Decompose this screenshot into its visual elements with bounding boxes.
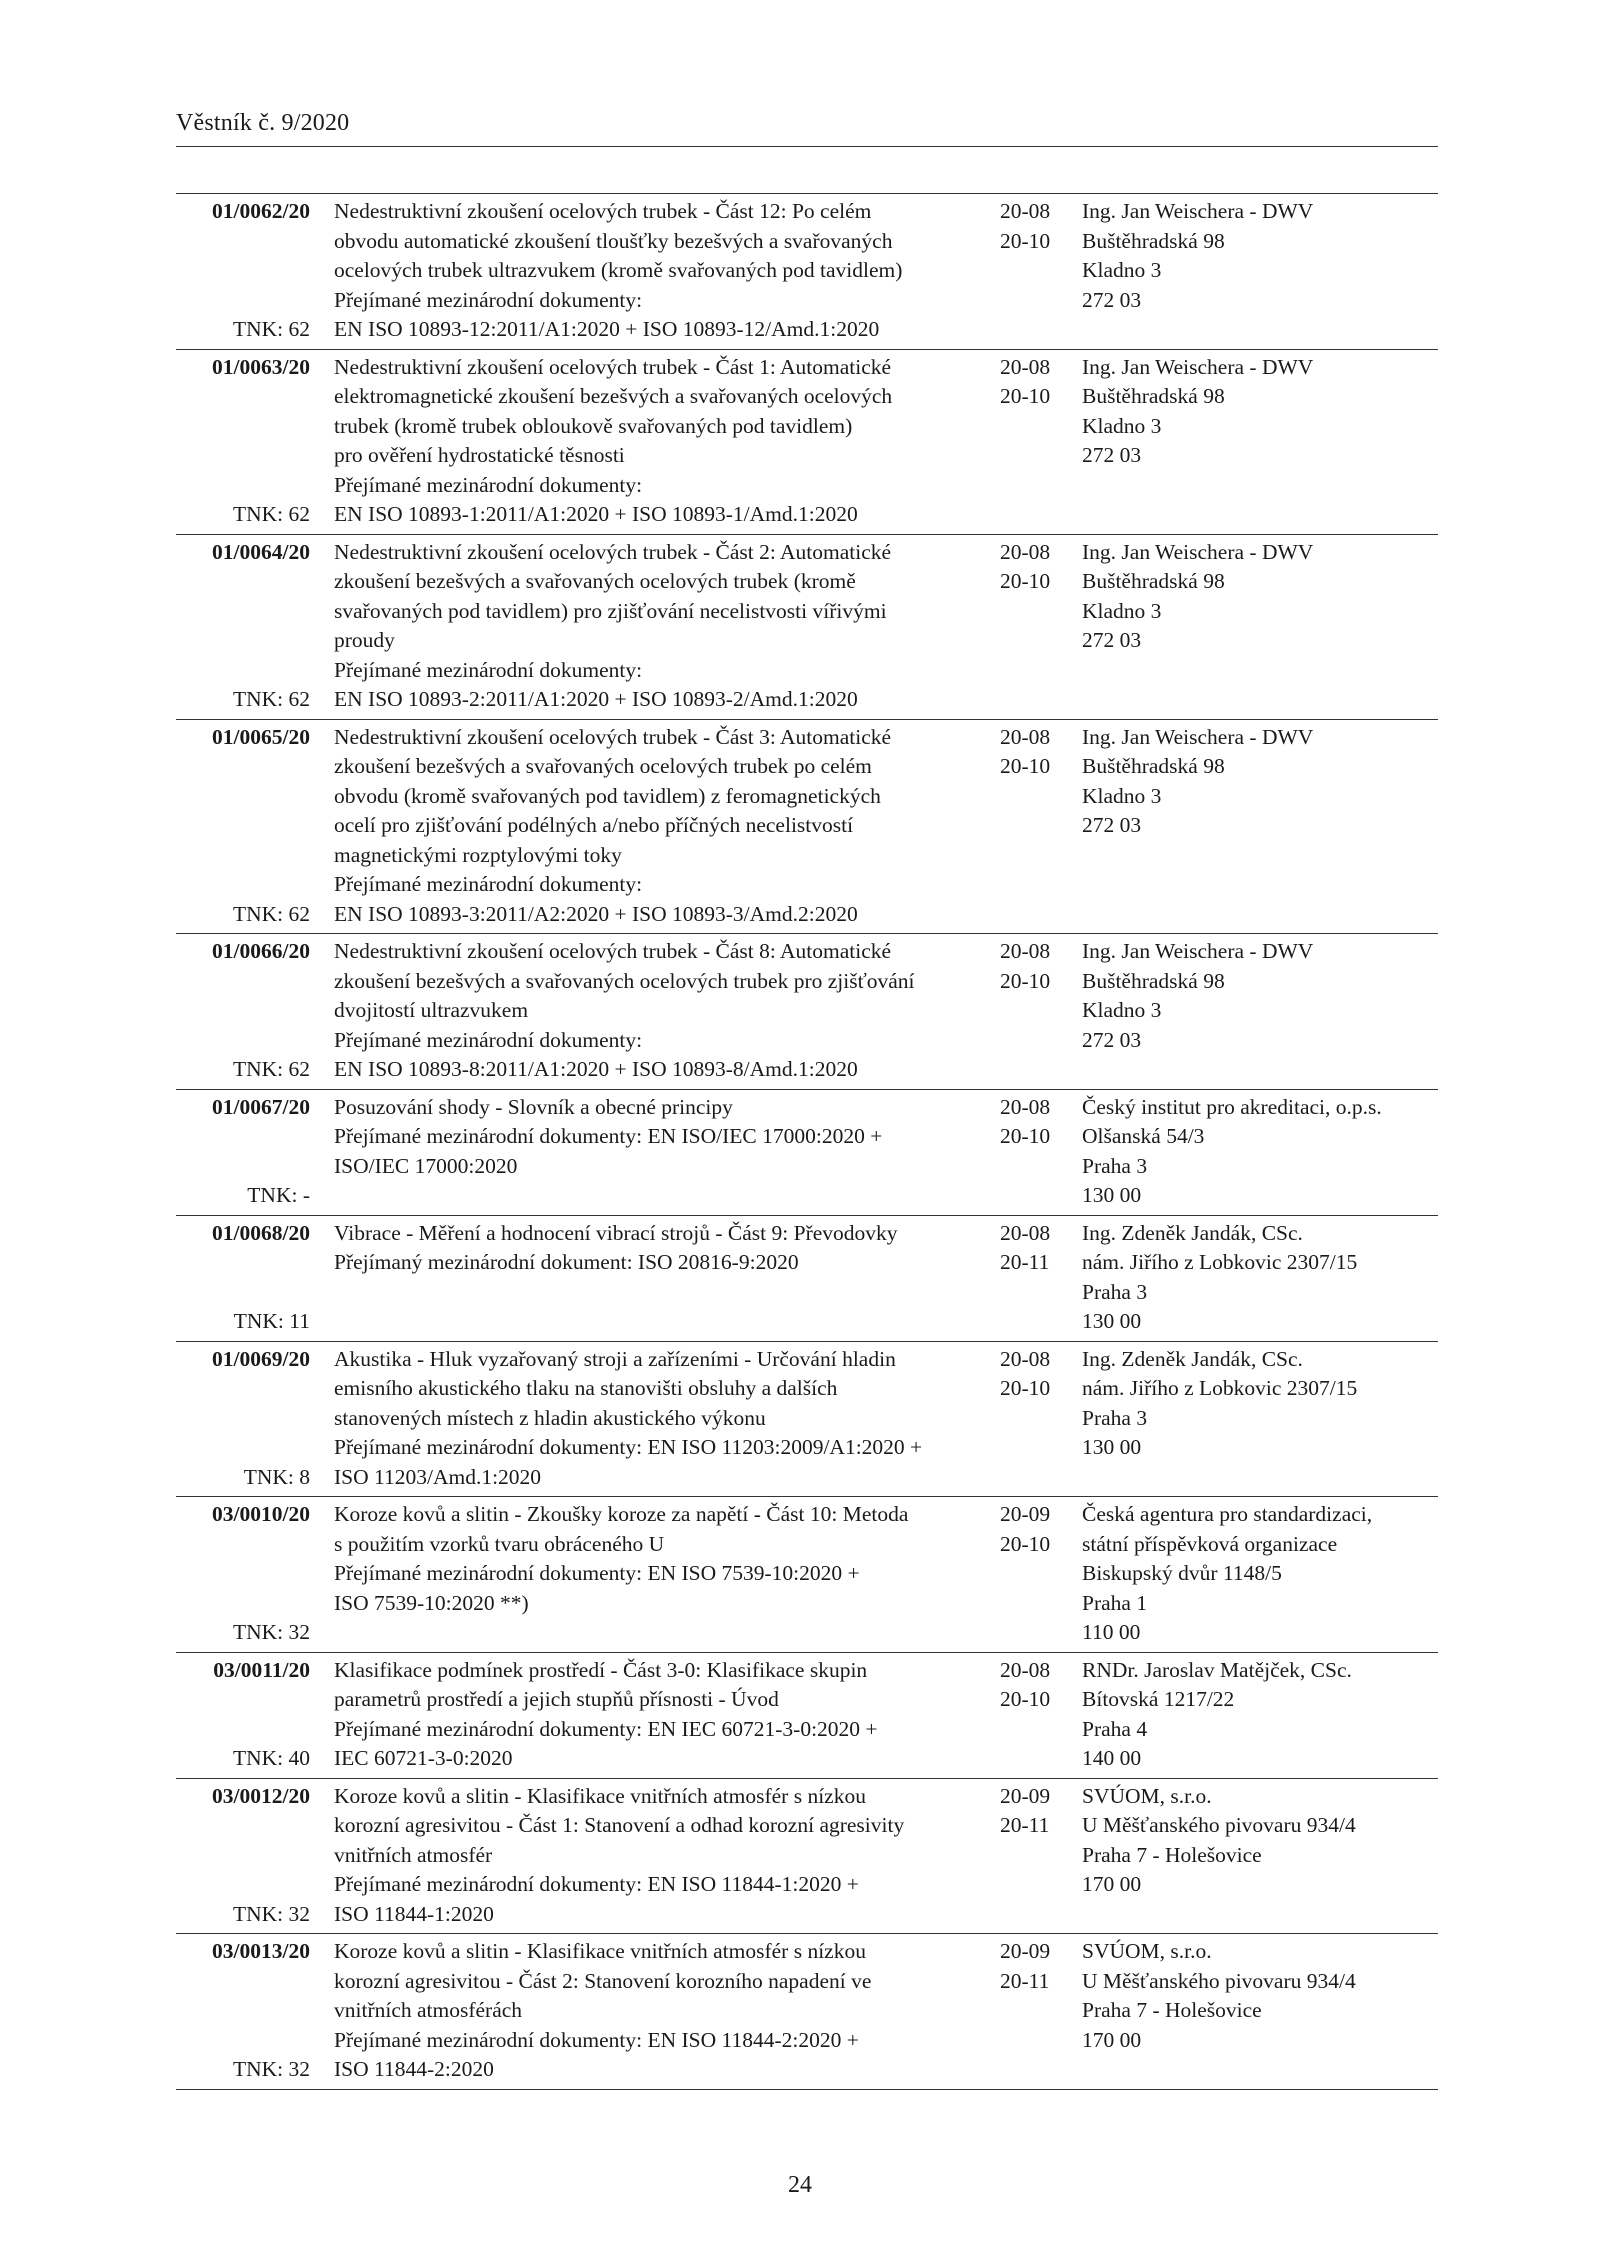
address-line: Kladno 3	[1082, 998, 1162, 1022]
description-line: Přejímané mezinárodní dokumenty: EN ISO 7539-10:2020 +	[334, 1561, 860, 1585]
description-line: Nedestruktivní zkoušení ocelových trubek - Část 1: Automatické	[334, 354, 892, 379]
tnk-code: TNK: 62	[232, 502, 310, 526]
page-header-title: Věstník č. 9/2020	[176, 110, 350, 136]
standard-description	[310, 194, 982, 349]
record-id-cell	[176, 350, 310, 534]
address-line: Buštěhradská 98	[1082, 228, 1225, 253]
end-date: 20-10	[1000, 569, 1051, 593]
start-date: 20-08	[1000, 1346, 1051, 1371]
dates-cell	[982, 535, 1070, 719]
description-line: ISO 11844-1:2020	[334, 1901, 494, 1926]
processor-address	[1070, 1342, 1438, 1497]
address-line: nám. Jiřího z Lobkovic 2307/15	[1082, 1250, 1358, 1274]
tnk-code: TNK: 40	[232, 1746, 310, 1770]
start-date: 20-08	[1000, 724, 1051, 749]
start-date: 20-08	[1000, 539, 1051, 564]
address-line: 130 00	[1082, 1435, 1142, 1459]
address-line: 140 00	[1082, 1746, 1142, 1770]
address-line: Ing. Jan Weischera - DWV	[1082, 724, 1314, 749]
address-line: Buštěhradská 98	[1082, 569, 1225, 593]
description-line: dvojitostí ultrazvukem	[334, 998, 529, 1022]
description-line: vnitřních atmosfér	[334, 1842, 493, 1867]
end-date: 20-10	[1000, 754, 1051, 778]
standard-description	[310, 1497, 982, 1652]
record-id-cell	[176, 1342, 310, 1497]
record-number: 01/0069/20	[212, 1346, 310, 1371]
dates-cell	[982, 350, 1070, 534]
address-line: Buštěhradská 98	[1082, 754, 1225, 778]
address-line: Ing. Jan Weischera - DWV	[1082, 199, 1314, 223]
dates-cell	[982, 1934, 1070, 2089]
address-line: Ing. Jan Weischera - DWV	[1082, 539, 1314, 564]
record-id-cell	[176, 934, 310, 1089]
record-id-cell	[176, 1653, 310, 1778]
description-line: zkoušení bezešvých a svařovaných ocelových trubek pro zjišťování	[334, 968, 915, 993]
description-line: ISO 11203/Amd.1:2020	[334, 1464, 542, 1489]
standard-description	[310, 350, 982, 534]
description-line: EN ISO 10893-3:2011/A2:2020 + ISO 10893-3/Amd.2:2020	[334, 901, 858, 926]
address-line: RNDr. Jaroslav Matějček, CSc.	[1082, 1657, 1352, 1682]
tnk-code: TNK: 62	[232, 1057, 310, 1081]
start-date: 20-08	[1000, 199, 1051, 223]
page-number: 24	[788, 2172, 812, 2198]
address-line: 170 00	[1082, 2027, 1142, 2052]
address-line: Buštěhradská 98	[1082, 968, 1225, 993]
record-id-cell	[176, 1934, 310, 2089]
start-date: 20-08	[1000, 354, 1051, 379]
table-row	[176, 934, 1438, 1090]
description-line: ISO 7539-10:2020 **)	[334, 1590, 529, 1615]
standard-description	[310, 1934, 982, 2089]
start-date: 20-09	[1000, 1939, 1051, 1963]
record-number: 01/0062/20	[212, 199, 310, 223]
description-line: Nedestruktivní zkoušení ocelových trubek - Část 8: Automatické	[334, 939, 892, 963]
table-row	[176, 1090, 1438, 1216]
address-line: 130 00	[1082, 1183, 1142, 1207]
description-line: Nedestruktivní zkoušení ocelových trubek - Část 12: Po celém	[334, 199, 872, 223]
address-line: Kladno 3	[1082, 783, 1162, 808]
table-row	[176, 1216, 1438, 1342]
description-line: EN ISO 10893-2:2011/A1:2020 + ISO 10893-2/Amd.1:2020	[334, 687, 858, 711]
description-line: Posuzování shody - Slovník a obecné principy	[334, 1094, 733, 1119]
description-line: elektromagnetické zkoušení bezešvých a svařovaných ocelových	[334, 384, 893, 408]
description-line: Přejímané mezinárodní dokumenty:	[334, 657, 643, 682]
end-date: 20-10	[1000, 1531, 1051, 1556]
record-number: 03/0011/20	[213, 1657, 310, 1682]
description-line: korozní agresivitou - Část 1: Stanovení a odhad korozní agresivity	[334, 1813, 905, 1837]
description-line: EN ISO 10893-8:2011/A1:2020 + ISO 10893-8/Amd.1:2020	[334, 1057, 858, 1081]
end-date: 20-11	[1000, 1968, 1050, 1993]
start-date: 20-08	[1000, 1094, 1051, 1119]
standard-description	[310, 535, 982, 719]
processor-address	[1070, 1934, 1438, 2089]
end-date: 20-10	[1000, 1376, 1051, 1400]
tnk-code: TNK: 32	[232, 2057, 310, 2081]
record-id-cell	[176, 1497, 310, 1652]
tnk-code: TNK: 11	[233, 1309, 310, 1333]
record-number: 03/0010/20	[212, 1502, 310, 1526]
address-line: U Měšťanského pivovaru 934/4	[1082, 1968, 1356, 1993]
dates-cell	[982, 720, 1070, 934]
processor-address	[1070, 934, 1438, 1089]
record-id-cell	[176, 1090, 310, 1215]
description-line: stanovených místech z hladin akustického výkonu	[334, 1405, 766, 1430]
address-line: Česká agentura pro standardizaci,	[1082, 1502, 1373, 1526]
table-row	[176, 194, 1438, 350]
dates-cell	[982, 194, 1070, 349]
tnk-code: TNK: 32	[232, 1620, 310, 1644]
end-date: 20-10	[1000, 228, 1051, 253]
processor-address	[1070, 1090, 1438, 1215]
tnk-code: TNK: -	[247, 1183, 310, 1207]
address-line: Ing. Jan Weischera - DWV	[1082, 939, 1314, 963]
address-line: Český institut pro akreditaci, o.p.s.	[1082, 1094, 1382, 1119]
description-line: Přejímaný mezinárodní dokument: ISO 20816-9:2020	[334, 1250, 799, 1274]
header-divider	[176, 146, 1438, 147]
description-line: Klasifikace podmínek prostředí - Část 3-0: Klasifikace skupin	[334, 1657, 868, 1682]
description-line: IEC 60721-3-0:2020	[334, 1746, 513, 1770]
address-line: Buštěhradská 98	[1082, 384, 1225, 408]
standard-description	[310, 1090, 982, 1215]
description-line: trubek (kromě trubek obloukově svařovaných pod tavidlem)	[334, 413, 853, 438]
table-row	[176, 1342, 1438, 1498]
table-row	[176, 350, 1438, 535]
record-number: 01/0064/20	[212, 539, 310, 564]
tnk-code: TNK: 62	[232, 317, 310, 341]
address-line: Kladno 3	[1082, 413, 1162, 438]
description-line: Přejímané mezinárodní dokumenty: EN ISO 11844-2:2020 +	[334, 2027, 859, 2052]
address-line: státní příspěvková organizace	[1082, 1531, 1338, 1556]
processor-address	[1070, 1216, 1438, 1341]
description-line: svařovaných pod tavidlem) pro zjišťování necelistvosti vířivými	[334, 598, 887, 623]
description-line: zkoušení bezešvých a svařovaných ocelových trubek (kromě	[334, 569, 856, 593]
record-id-cell	[176, 720, 310, 934]
description-line: EN ISO 10893-1:2011/A1:2020 + ISO 10893-1/Amd.1:2020	[334, 502, 858, 526]
description-line: emisního akustického tlaku na stanovišti obsluhy a dalších	[334, 1376, 838, 1400]
standard-description	[310, 1342, 982, 1497]
standard-description	[310, 1779, 982, 1934]
description-line: proudy	[334, 628, 395, 652]
address-line: Praha 3	[1082, 1279, 1148, 1304]
address-line: 110 00	[1082, 1620, 1141, 1644]
table-row	[176, 1934, 1438, 2090]
start-date: 20-09	[1000, 1783, 1051, 1808]
description-line: Akustika - Hluk vyzařovaný stroji a zařízeními - Určování hladin	[334, 1346, 896, 1371]
description-line: Vibrace - Měření a hodnocení vibrací strojů - Část 9: Převodovky	[334, 1220, 898, 1245]
record-number: 03/0012/20	[212, 1783, 310, 1808]
description-line: vnitřních atmosférách	[334, 1998, 523, 2022]
tnk-code: TNK: 62	[232, 687, 310, 711]
description-line: Koroze kovů a slitin - Klasifikace vnitřních atmosfér s nízkou	[334, 1783, 866, 1808]
description-line: obvodu (kromě svařovaných pod tavidlem) z feromagnetických	[334, 783, 881, 808]
end-date: 20-10	[1000, 384, 1051, 408]
address-line: U Měšťanského pivovaru 934/4	[1082, 1813, 1356, 1837]
processor-address	[1070, 1779, 1438, 1934]
dates-cell	[982, 1653, 1070, 1778]
dates-cell	[982, 1090, 1070, 1215]
address-line: Bítovská 1217/22	[1082, 1687, 1235, 1711]
description-line: Přejímané mezinárodní dokumenty: EN ISO 11203:2009/A1:2020 +	[334, 1435, 923, 1459]
address-line: 130 00	[1082, 1309, 1142, 1333]
description-line: s použitím vzorků tvaru obráceného U	[334, 1531, 665, 1556]
address-line: 272 03	[1082, 287, 1142, 312]
description-line: ocelových trubek ultrazvukem (kromě svařovaných pod tavidlem)	[334, 258, 903, 282]
record-id-cell	[176, 535, 310, 719]
address-line: Ing. Jan Weischera - DWV	[1082, 354, 1314, 379]
table-row	[176, 1497, 1438, 1653]
end-date: 20-10	[1000, 968, 1051, 993]
start-date: 20-08	[1000, 939, 1051, 963]
table-row	[176, 1653, 1438, 1779]
dates-cell	[982, 1216, 1070, 1341]
tnk-code: TNK: 8	[243, 1464, 310, 1489]
record-number: 01/0068/20	[212, 1220, 310, 1245]
address-line: Praha 1	[1082, 1590, 1148, 1615]
address-line: Ing. Zdeněk Jandák, CSc.	[1082, 1346, 1303, 1371]
address-line: 272 03	[1082, 1027, 1142, 1052]
processor-address	[1070, 1653, 1438, 1778]
tnk-code: TNK: 32	[232, 1901, 310, 1926]
dates-cell	[982, 1342, 1070, 1497]
end-date: 20-10	[1000, 1687, 1051, 1711]
address-line: Kladno 3	[1082, 598, 1162, 623]
address-line: Praha 7 - Holešovice	[1082, 1998, 1262, 2022]
table-row	[176, 535, 1438, 720]
record-number: 01/0065/20	[212, 724, 310, 749]
standard-description	[310, 1653, 982, 1778]
record-number: 03/0013/20	[212, 1939, 310, 1963]
description-line: Přejímané mezinárodní dokumenty: EN ISO 11844-1:2020 +	[334, 1872, 859, 1896]
address-line: 272 03	[1082, 813, 1142, 837]
standard-description	[310, 934, 982, 1089]
dates-cell	[982, 934, 1070, 1089]
tnk-code: TNK: 62	[232, 901, 310, 926]
description-line: Koroze kovů a slitin - Zkoušky koroze za napětí - Část 10: Metoda	[334, 1502, 909, 1526]
address-line: Olšanská 54/3	[1082, 1124, 1205, 1148]
end-date: 20-11	[1000, 1250, 1050, 1274]
description-line: obvodu automatické zkoušení tloušťky bezešvých a svařovaných	[334, 228, 893, 253]
description-line: Nedestruktivní zkoušení ocelových trubek - Část 3: Automatické	[334, 724, 892, 749]
description-line: pro ověření hydrostatické těsnosti	[334, 443, 625, 467]
address-line: nám. Jiřího z Lobkovic 2307/15	[1082, 1376, 1358, 1400]
start-date: 20-09	[1000, 1502, 1051, 1526]
address-line: SVÚOM, s.r.o.	[1082, 1939, 1212, 1963]
address-line: Kladno 3	[1082, 258, 1162, 282]
description-line: Přejímané mezinárodní dokumenty: EN ISO/IEC 17000:2020 +	[334, 1124, 883, 1148]
description-line: ISO/IEC 17000:2020	[334, 1153, 518, 1178]
processor-address	[1070, 535, 1438, 719]
description-line: Přejímané mezinárodní dokumenty:	[334, 472, 643, 497]
record-number: 01/0063/20	[212, 354, 310, 379]
address-line: Ing. Zdeněk Jandák, CSc.	[1082, 1220, 1303, 1245]
standards-table	[176, 193, 1438, 2090]
description-line: magnetickými rozptylovými toky	[334, 842, 622, 867]
description-line: parametrů prostředí a jejich stupňů přísnosti - Úvod	[334, 1687, 779, 1711]
description-line: Přejímané mezinárodní dokumenty:	[334, 872, 643, 896]
record-number: 01/0067/20	[212, 1094, 310, 1119]
processor-address	[1070, 350, 1438, 534]
address-line: 272 03	[1082, 628, 1142, 652]
description-line: Přejímané mezinárodní dokumenty: EN IEC 60721-3-0:2020 +	[334, 1716, 878, 1741]
standard-description	[310, 1216, 982, 1341]
address-line: Praha 3	[1082, 1405, 1148, 1430]
address-line: 272 03	[1082, 443, 1142, 467]
description-line: zkoušení bezešvých a svařovaných ocelových trubek po celém	[334, 754, 872, 778]
description-line: Přejímané mezinárodní dokumenty:	[334, 287, 643, 312]
address-line: Praha 7 - Holešovice	[1082, 1842, 1262, 1867]
start-date: 20-08	[1000, 1220, 1051, 1245]
address-line: Praha 3	[1082, 1153, 1148, 1178]
record-number: 01/0066/20	[212, 939, 310, 963]
end-date: 20-10	[1000, 1124, 1051, 1148]
table-row	[176, 1779, 1438, 1935]
table-row	[176, 720, 1438, 935]
address-line: Biskupský dvůr 1148/5	[1082, 1561, 1282, 1585]
address-line: SVÚOM, s.r.o.	[1082, 1783, 1212, 1808]
dates-cell	[982, 1497, 1070, 1652]
description-line: Nedestruktivní zkoušení ocelových trubek - Část 2: Automatické	[334, 539, 892, 564]
processor-address	[1070, 1497, 1438, 1652]
record-id-cell	[176, 194, 310, 349]
end-date: 20-11	[1000, 1813, 1050, 1837]
processor-address	[1070, 720, 1438, 934]
description-line: EN ISO 10893-12:2011/A1:2020 + ISO 10893-12/Amd.1:2020	[334, 317, 880, 341]
address-line: Praha 4	[1082, 1716, 1148, 1741]
dates-cell	[982, 1779, 1070, 1934]
address-line: 170 00	[1082, 1872, 1142, 1896]
record-id-cell	[176, 1779, 310, 1934]
standard-description	[310, 720, 982, 934]
processor-address	[1070, 194, 1438, 349]
start-date: 20-08	[1000, 1657, 1051, 1682]
record-id-cell	[176, 1216, 310, 1341]
description-line: ISO 11844-2:2020	[334, 2057, 494, 2081]
description-line: korozní agresivitou - Část 2: Stanovení korozního napadení ve	[334, 1968, 872, 1993]
description-line: Přejímané mezinárodní dokumenty:	[334, 1027, 643, 1052]
description-line: Koroze kovů a slitin - Klasifikace vnitřních atmosfér s nízkou	[334, 1939, 866, 1963]
description-line: ocelí pro zjišťování podélných a/nebo příčných necelistvostí	[334, 813, 854, 837]
